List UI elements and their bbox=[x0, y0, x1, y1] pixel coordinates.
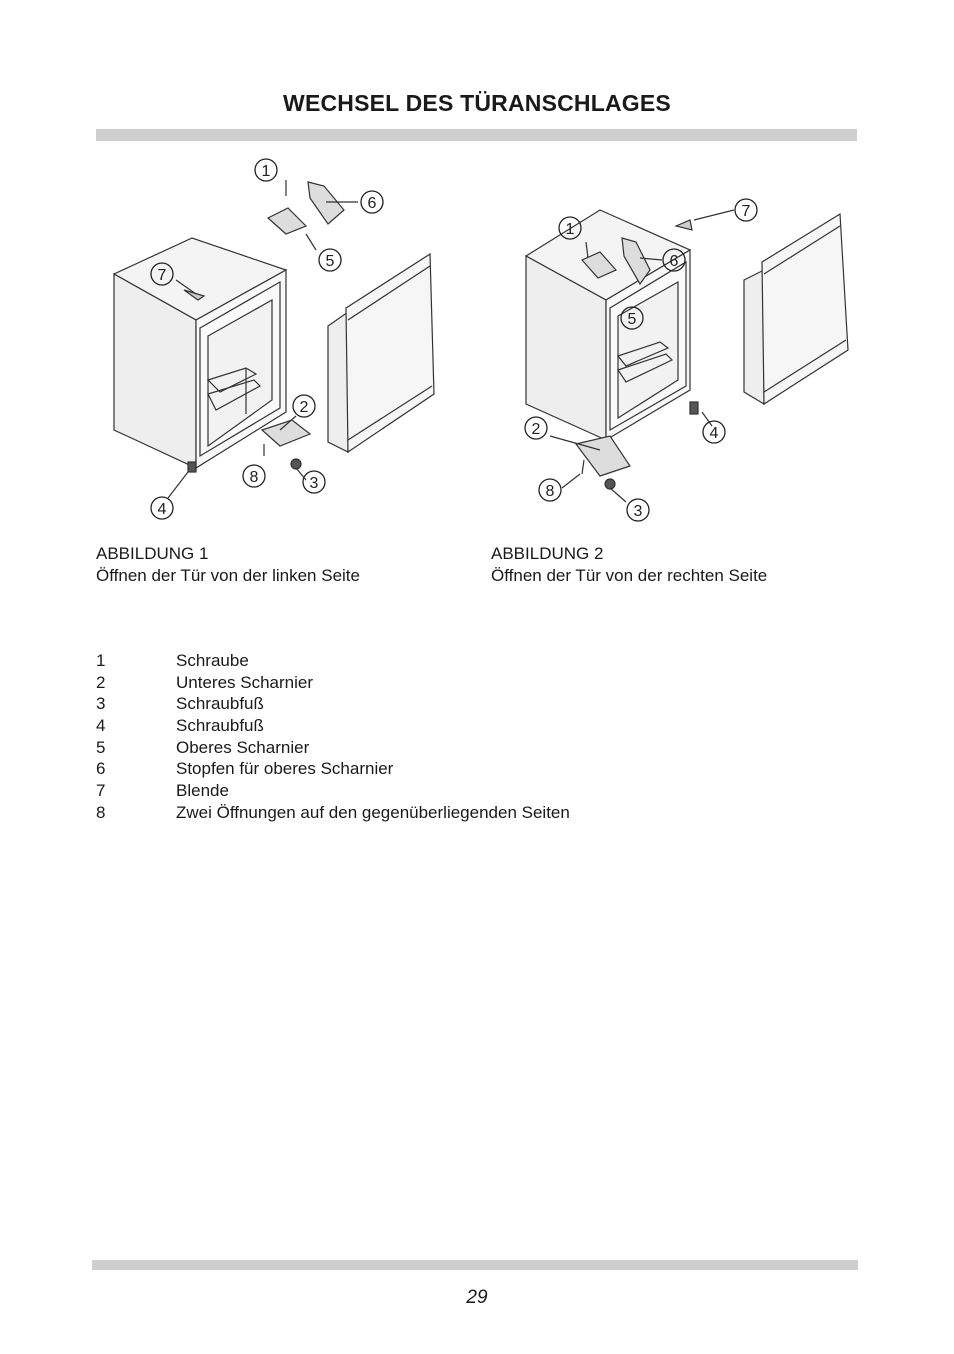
fig2-label-7: 7 bbox=[741, 203, 751, 220]
legend-text: Schraubfuß bbox=[176, 694, 264, 714]
legend-number: 1 bbox=[96, 651, 106, 670]
fig1-label-3: 3 bbox=[309, 475, 319, 492]
fig2-label-1: 1 bbox=[565, 221, 575, 238]
legend-text: Stopfen für oberes Scharnier bbox=[176, 759, 394, 779]
legend-number: 2 bbox=[96, 672, 106, 692]
legend-number: 5 bbox=[96, 737, 106, 757]
figure-1-caption bbox=[96, 543, 360, 587]
figure-2-caption bbox=[491, 543, 767, 587]
footer-divider bbox=[92, 1260, 858, 1270]
fig1-label-4: 4 bbox=[157, 501, 167, 518]
legend-number: 3 bbox=[96, 694, 106, 714]
fig2-label-6: 6 bbox=[669, 253, 679, 270]
figure-1-caption-text: Öffnen der Tür von der linken Seite bbox=[96, 566, 360, 585]
fig1-label-8: 8 bbox=[249, 469, 259, 486]
fig2-label-4: 4 bbox=[709, 425, 719, 442]
fig1-label-2: 2 bbox=[299, 399, 309, 416]
figure-2-caption-title: ABBILDUNG 2 bbox=[491, 544, 604, 563]
figure-2-diagram bbox=[490, 190, 870, 530]
page-title: WECHSEL DES TÜRANSCHLAGES bbox=[283, 90, 671, 116]
figure-2-caption-text: Öffnen der Tür von der rechten Seite bbox=[491, 566, 768, 585]
legend-number: 8 bbox=[96, 802, 106, 822]
page-number: 29 bbox=[466, 1287, 488, 1308]
fig1-label-5: 5 bbox=[325, 253, 335, 270]
header-divider bbox=[96, 129, 857, 141]
legend-text: Unteres Scharnier bbox=[176, 672, 314, 692]
fig2-label-5: 5 bbox=[627, 311, 637, 328]
fig1-label-6: 6 bbox=[367, 195, 377, 212]
legend-number: 7 bbox=[96, 781, 106, 801]
legend-text: Blende bbox=[176, 781, 229, 801]
legend-number: 4 bbox=[96, 716, 106, 736]
fig2-label-8: 8 bbox=[545, 483, 555, 500]
figure-1-caption-title: ABBILDUNG 1 bbox=[96, 544, 209, 563]
fig1-label-7: 7 bbox=[157, 267, 167, 284]
figure-1-diagram bbox=[96, 150, 456, 530]
legend-text: Zwei Öffnungen auf den gegenüberliegenden Seiten bbox=[176, 802, 570, 822]
legend-number: 6 bbox=[96, 759, 106, 779]
legend-text: Schraubfuß bbox=[176, 716, 264, 736]
fig1-label-1: 1 bbox=[261, 163, 271, 180]
fig2-label-2: 2 bbox=[531, 421, 541, 438]
fig2-label-3: 3 bbox=[633, 503, 643, 520]
legend-text: Oberes Scharnier bbox=[176, 737, 310, 757]
legend-text: Schraube bbox=[176, 651, 249, 670]
